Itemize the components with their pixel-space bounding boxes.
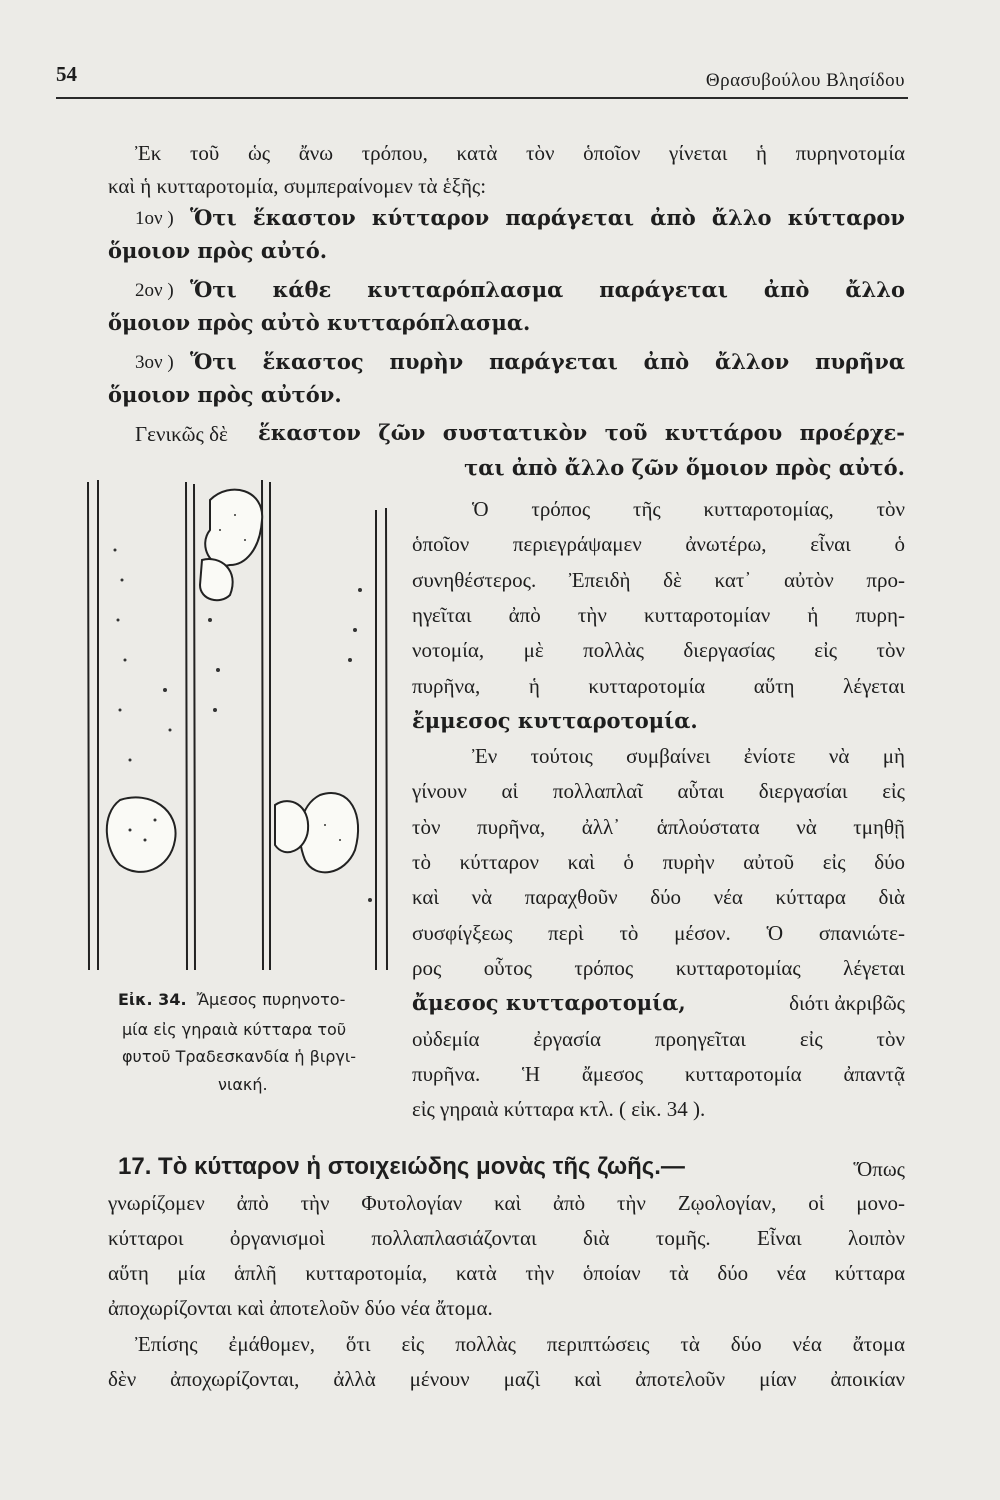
column-line: τὸν πυρῆνα, ἀλλ᾽ ἁπλούστατα νὰ τμηθῇ bbox=[412, 814, 905, 839]
conclusion-line: Ὅτι ἕκαστον κύτταρον παράγεται ἀπὸ ἄλλο κύτταρον bbox=[190, 205, 905, 230]
section-line: κύτταροι ὀργανισμοὶ πολλαπλασιάζονται διὰ τομῆς. Εἶναι λοιπὸν bbox=[108, 1226, 905, 1250]
general-prefix: Γενικῶς δὲ bbox=[135, 422, 228, 446]
section-line: ἀποχωρίζονται καὶ ἀποτελοῦν δύο νέα ἄτομα. bbox=[108, 1296, 493, 1320]
conclusion-line: ὅμοιον πρὸς αὐτόν. bbox=[108, 382, 342, 407]
column-line: συσφίγξεως περὶ τὸ μέσον. Ὁ σπανιώτε- bbox=[412, 920, 905, 945]
conclusion-number: 2ον ) bbox=[135, 280, 174, 301]
running-head: Θρασυβούλου Βλησίδου bbox=[705, 70, 905, 91]
column-line: πυρῆνα. Ἡ ἄμεσος κυτταροτομία ἀπαντᾷ bbox=[412, 1061, 905, 1086]
column-line: ρος οὗτος τρόπος κυτταροτομίας λέγεται bbox=[412, 955, 905, 980]
column-line: ηγεῖται ἀπὸ τὴν κυτταροτομίαν ἡ πυρη- bbox=[412, 602, 905, 627]
column-line: γίνουν αἱ πολλαπλαῖ αὗται διεργασίαι εἰς bbox=[412, 779, 905, 804]
header-rule bbox=[56, 97, 908, 99]
column-line: Ὁ τρόπος τῆς κυτταροτομίας, τὸν bbox=[472, 497, 905, 521]
conclusion-line: Ὅτι κάθε κυτταρόπλασμα παράγεται ἀπὸ ἄλλο bbox=[190, 277, 905, 302]
column-line: καὶ νὰ παραχθοῦν δύο νέα κύτταρα διὰ bbox=[412, 885, 905, 910]
column-line: τὸ κύτταρον καὶ ὁ πυρὴν αὐτοῦ εἰς δύο bbox=[412, 850, 905, 874]
section-line: γνωρίζομεν ἀπὸ τὴν Φυτολογίαν καὶ ἀπὸ τὴν Ζῳολογίαν, οἱ μονο- bbox=[108, 1191, 905, 1215]
conclusion-line: Ὅτι ἕκαστος πυρὴν παράγεται ἀπὸ ἄλλον πυρῆνα bbox=[190, 349, 905, 374]
column-line: ἄμεσος κυτταροτομία, bbox=[412, 990, 686, 1016]
column-line: πυρῆνα, ἡ κυτταροτομία αὕτη λέγεται bbox=[412, 673, 905, 698]
section-line: δὲν ἀποχωρίζονται, ἀλλὰ μένουν μαζὶ καὶ ἀποτελοῦν μίαν ἀποικίαν bbox=[108, 1367, 905, 1391]
section-line: αὕτη μία ἁπλῆ κυτταροτομία, κατὰ τὴν ὁποίαν τὰ δύο νέα κύτταρα bbox=[108, 1261, 905, 1285]
column-line: ἔμμεσος κυτταροτομία. bbox=[412, 707, 698, 733]
figure-caption-line: νιακή. bbox=[218, 1075, 268, 1094]
conclusion-number: 3ον ) bbox=[135, 352, 174, 373]
intro-line: καὶ ἡ κυτταροτομία, συμπεραίνομεν τὰ ἑξῆς: bbox=[108, 174, 487, 198]
column-line: ὁποῖον περιεγράψαμεν ἀνωτέρω, εἶναι ὁ bbox=[412, 532, 905, 557]
column-line: συνηθέστερος. Ἐπειδὴ δὲ κατ᾽ αὐτὸν προ- bbox=[412, 567, 905, 592]
figure-label: Εἰκ. 34. bbox=[118, 990, 187, 1009]
page-number: 54 bbox=[56, 62, 77, 86]
intro-line: Ἐκ τοῦ ὡς ἄνω τρόπου, κατὰ τὸν ὁποῖον γίνεται ἡ πυρηνοτομία bbox=[135, 141, 905, 165]
section-heading-tail: Ὅπως bbox=[853, 1157, 905, 1181]
column-line: νοτομία, μὲ πολλὰς διεργασίας εἰς τὸν bbox=[412, 638, 905, 663]
figure-caption-line: φυτοῦ Τραδεσκανδία ἡ βιργι- bbox=[122, 1047, 357, 1066]
column-line: εἰς γηραιὰ κύτταρα κτλ. ( εἰκ. 34 ). bbox=[412, 1097, 706, 1122]
figure-caption-text: Ἄμεσος πυρηνοτο- bbox=[196, 990, 346, 1009]
column-line: οὐδεμία ἐργασία προηγεῖται εἰς τὸν bbox=[412, 1026, 905, 1051]
section-heading: 17. Τὸ κύτταρον ἡ στοιχειώδης μονὰς τῆς ζωῆς.— bbox=[118, 1153, 685, 1180]
general-line: ται ἀπὸ ἄλλο ζῶν ὅμοιον πρὸς αὐτό. bbox=[464, 455, 905, 480]
section-line: Ἐπίσης ἐμάθομεν, ὅτι εἰς πολλὰς περιπτώσεις τὰ δύο νέα ἄτομα bbox=[135, 1332, 905, 1356]
figure-caption-line bbox=[118, 990, 345, 1010]
figure-caption-line: μία εἰς γηραιὰ κύτταρα τοῦ bbox=[122, 1020, 347, 1039]
conclusion-line: ὅμοιον πρὸς αὐτό. bbox=[108, 238, 328, 263]
conclusion-line: ὅμοιον πρὸς αὐτὸ κυτταρόπλασμα. bbox=[108, 310, 531, 335]
conclusion-number: 1ον ) bbox=[135, 208, 174, 229]
column-line: Ἐν τούτοις συμβαίνει ἐνίοτε νὰ μὴ bbox=[472, 744, 905, 769]
general-line: ἕκαστον ζῶν συστατικὸν τοῦ κυττάρου προέρχε- bbox=[258, 420, 905, 445]
column-line-tail: διότι ἀκριβῶς bbox=[789, 991, 905, 1016]
figure-cells-illustration bbox=[70, 470, 400, 980]
